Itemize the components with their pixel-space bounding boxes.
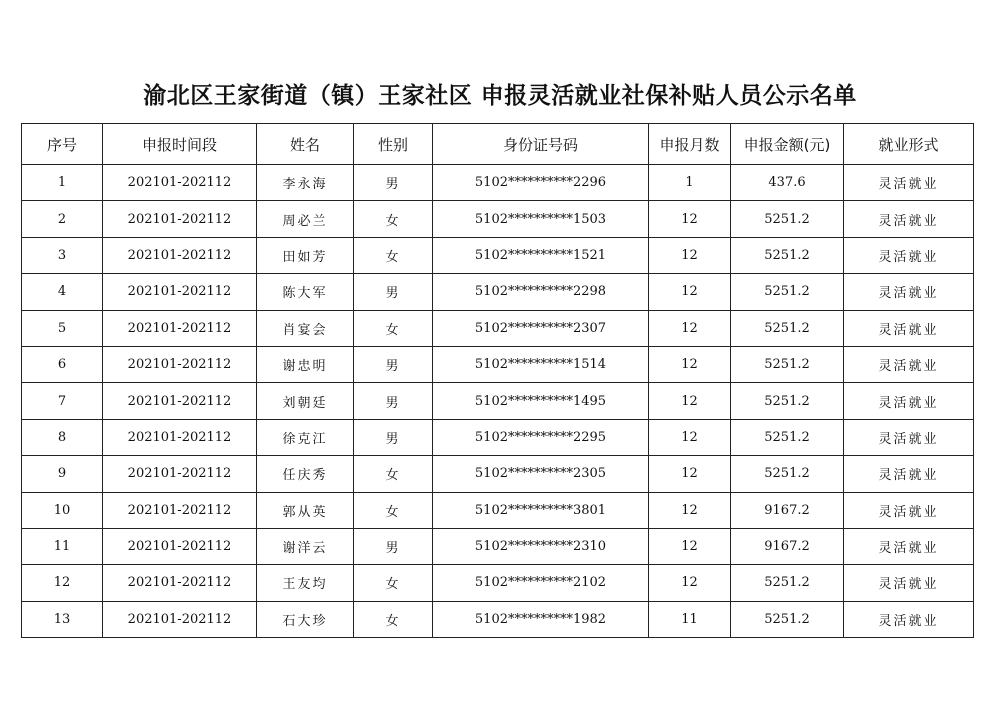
cell-seq: 9 [22,456,103,492]
cell-id-number: 5102**********2305 [433,456,649,492]
cell-gender: 男 [354,346,433,382]
header-months: 申报月数 [649,124,731,165]
cell-period: 202101-202112 [103,492,257,528]
header-gender: 性别 [354,124,433,165]
cell-name: 王友均 [257,565,354,601]
cell-gender: 女 [354,237,433,273]
cell-seq: 13 [22,601,103,637]
cell-id-number: 5102**********1982 [433,601,649,637]
cell-months: 12 [649,565,731,601]
cell-id-number: 5102**********3801 [433,492,649,528]
header-amount: 申报金额(元) [731,124,844,165]
cell-id-number: 5102**********2295 [433,419,649,455]
cell-id-number: 5102**********1514 [433,346,649,382]
cell-id-number: 5102**********2310 [433,528,649,564]
cell-employment-form: 灵活就业 [844,419,974,455]
cell-months: 12 [649,419,731,455]
table-row [22,237,974,273]
cell-name: 谢洋云 [257,528,354,564]
cell-amount: 9167.2 [731,528,844,564]
cell-months: 12 [649,201,731,237]
cell-gender: 男 [354,274,433,310]
cell-amount: 5251.2 [731,274,844,310]
cell-seq: 8 [22,419,103,455]
table-row [22,310,974,346]
cell-name: 田如芳 [257,237,354,273]
cell-name: 李永海 [257,165,354,201]
cell-gender: 女 [354,310,433,346]
cell-employment-form: 灵活就业 [844,528,974,564]
header-employment-form: 就业形式 [844,124,974,165]
table-row [22,274,974,310]
cell-period: 202101-202112 [103,237,257,273]
cell-period: 202101-202112 [103,346,257,382]
cell-employment-form: 灵活就业 [844,274,974,310]
table-row [22,383,974,419]
cell-name: 石大珍 [257,601,354,637]
cell-seq: 12 [22,565,103,601]
cell-seq: 6 [22,346,103,382]
cell-months: 12 [649,237,731,273]
cell-employment-form: 灵活就业 [844,165,974,201]
cell-amount: 5251.2 [731,346,844,382]
cell-months: 12 [649,310,731,346]
cell-period: 202101-202112 [103,601,257,637]
cell-employment-form: 灵活就业 [844,492,974,528]
cell-name: 肖宴会 [257,310,354,346]
header-seq: 序号 [22,124,103,165]
cell-months: 12 [649,456,731,492]
cell-gender: 女 [354,456,433,492]
cell-months: 12 [649,274,731,310]
cell-months: 1 [649,165,731,201]
cell-id-number: 5102**********1503 [433,201,649,237]
cell-months: 11 [649,601,731,637]
table-row [22,201,974,237]
header-name: 姓名 [257,124,354,165]
cell-period: 202101-202112 [103,383,257,419]
cell-gender: 男 [354,419,433,455]
header-id-number: 身份证号码 [433,124,649,165]
cell-employment-form: 灵活就业 [844,346,974,382]
cell-amount: 5251.2 [731,419,844,455]
cell-amount: 5251.2 [731,310,844,346]
cell-period: 202101-202112 [103,201,257,237]
cell-employment-form: 灵活就业 [844,383,974,419]
cell-seq: 5 [22,310,103,346]
cell-id-number: 5102**********1521 [433,237,649,273]
cell-id-number: 5102**********2296 [433,165,649,201]
table-row [22,346,974,382]
cell-seq: 3 [22,237,103,273]
roster-table [21,123,974,638]
cell-name: 任庆秀 [257,456,354,492]
cell-gender: 女 [354,201,433,237]
cell-months: 12 [649,528,731,564]
cell-amount: 9167.2 [731,492,844,528]
table-row [22,565,974,601]
table-row [22,456,974,492]
cell-gender: 女 [354,492,433,528]
cell-period: 202101-202112 [103,456,257,492]
cell-period: 202101-202112 [103,310,257,346]
table-row [22,528,974,564]
cell-period: 202101-202112 [103,274,257,310]
cell-months: 12 [649,492,731,528]
cell-seq: 11 [22,528,103,564]
cell-id-number: 5102**********2298 [433,274,649,310]
cell-gender: 男 [354,383,433,419]
cell-amount: 5251.2 [731,201,844,237]
cell-id-number: 5102**********2102 [433,565,649,601]
cell-name: 刘朝廷 [257,383,354,419]
cell-seq: 1 [22,165,103,201]
cell-amount: 5251.2 [731,237,844,273]
cell-amount: 5251.2 [731,565,844,601]
cell-employment-form: 灵活就业 [844,201,974,237]
cell-gender: 男 [354,165,433,201]
header-period: 申报时间段 [103,124,257,165]
cell-employment-form: 灵活就业 [844,237,974,273]
cell-amount: 5251.2 [731,601,844,637]
table-row [22,419,974,455]
cell-id-number: 5102**********2307 [433,310,649,346]
table-body [22,165,974,638]
header-row [22,124,974,165]
cell-gender: 男 [354,528,433,564]
cell-gender: 女 [354,601,433,637]
cell-amount: 5251.2 [731,456,844,492]
cell-period: 202101-202112 [103,419,257,455]
cell-amount: 5251.2 [731,383,844,419]
cell-id-number: 5102**********1495 [433,383,649,419]
cell-months: 12 [649,383,731,419]
cell-period: 202101-202112 [103,565,257,601]
cell-name: 周必兰 [257,201,354,237]
table-row [22,601,974,637]
cell-employment-form: 灵活就业 [844,310,974,346]
cell-employment-form: 灵活就业 [844,565,974,601]
cell-amount: 437.6 [731,165,844,201]
cell-seq: 2 [22,201,103,237]
cell-gender: 女 [354,565,433,601]
cell-name: 徐克江 [257,419,354,455]
cell-name: 陈大军 [257,274,354,310]
cell-seq: 7 [22,383,103,419]
table-row [22,165,974,201]
cell-name: 郭从英 [257,492,354,528]
cell-employment-form: 灵活就业 [844,456,974,492]
cell-period: 202101-202112 [103,528,257,564]
cell-seq: 4 [22,274,103,310]
table-row [22,492,974,528]
cell-period: 202101-202112 [103,165,257,201]
cell-employment-form: 灵活就业 [844,601,974,637]
cell-months: 12 [649,346,731,382]
cell-name: 谢忠明 [257,346,354,382]
document-title: 渝北区王家街道（镇）王家社区 申报灵活就业社保补贴人员公示名单 [143,83,857,109]
cell-seq: 10 [22,492,103,528]
